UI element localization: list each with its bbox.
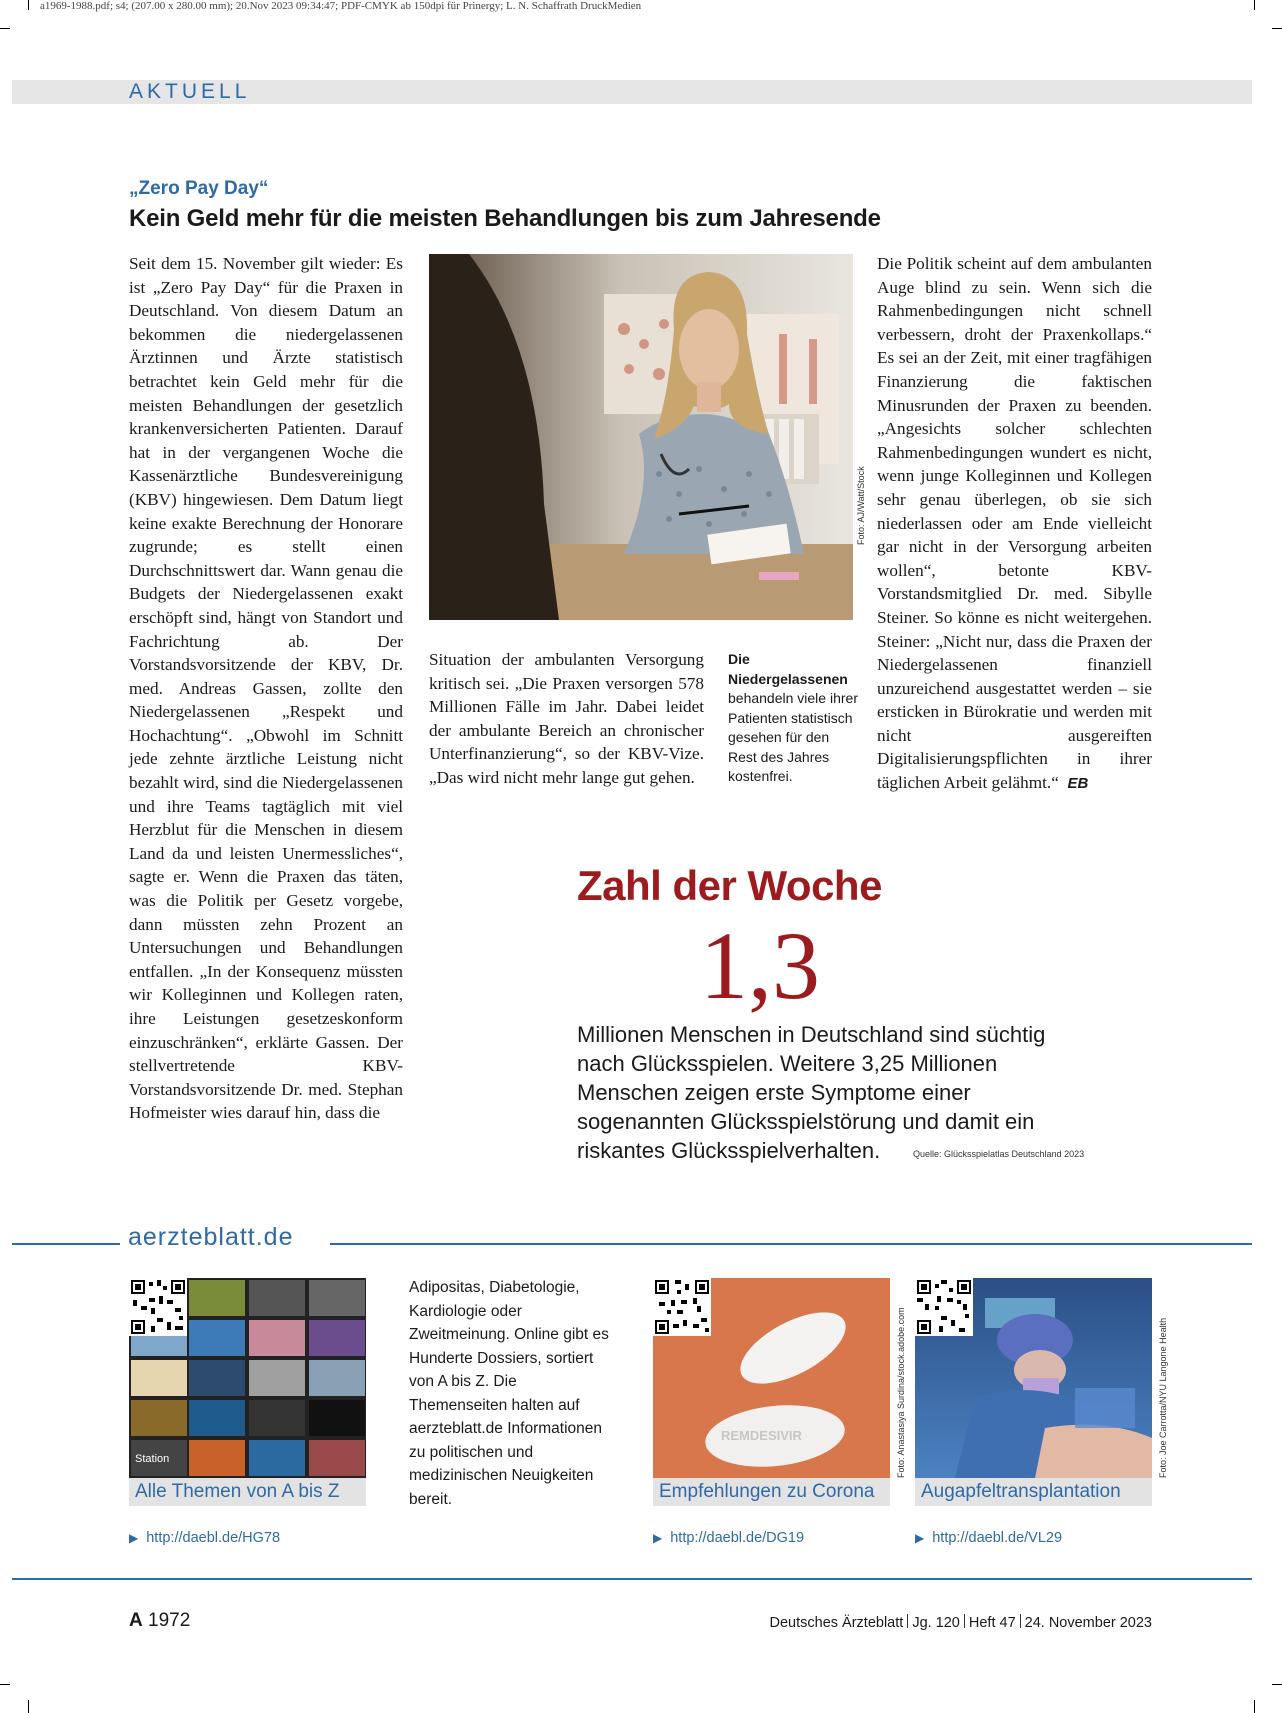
crop-mark-top-left-h — [0, 28, 10, 29]
tile-label-station: Station — [135, 1453, 170, 1465]
article-photo-doctor — [429, 254, 853, 620]
zahl-der-woche-text: Millionen Menschen in Deutschland sind süchtig nach Glücksspielen. Weitere 3,25 Millionen Menschen zeigen erste Symptome einer sogenannten Glücksspielstörung und damit ein riskantes Glücksspielverhalten. — [577, 1022, 1046, 1163]
crop-mark-top-right — [1254, 0, 1255, 10]
caption-text: behandeln viele ihrer Patienten statistisch gesehen für den Rest des Jahres kostenfrei. — [728, 690, 858, 784]
play-arrow-icon: ▶ — [653, 1531, 663, 1545]
doctor-photo-illustration — [429, 254, 853, 620]
photo-caption — [728, 650, 858, 787]
tile-corona-image[interactable] — [653, 1278, 890, 1478]
section-label: AKTUELL — [129, 80, 251, 103]
page-number-value: 1972 — [148, 1610, 191, 1631]
tile-augapfel-image[interactable] — [915, 1278, 1152, 1478]
web-divider-left — [12, 1243, 120, 1245]
column-3-text: Die Politik scheint auf dem ambulanten Auge blind zu sein. Wenn sich die Rahmenbedingungen nicht schnell verbessern, droht der Praxenkollaps.“ Es sei an der Zeit, mit einer tragfähigen Finanzierung die faktischen Minusrunden der Praxen zu beenden. „Angesichts solcher schlechten Rahmenbedingungen wundert es nicht, wenn junge Kolleginnen und Kollegen sehr genau überlegen, ob sie sich niederlassen oder am Ende vielleicht gar nicht in der Versorgung arbeiten wollen“, betonte KBV-Vorstandsmitglied Dr. med. Sibylle Steiner. So könne es nicht weitergehen. Steiner: „Nicht nur, dass die Praxen der Niedergelassenen finanziell unzureichend ausgestattet werden – sie ersticken in Bürokratie und werden mit nicht ausgereiften Digitalisierungspflichten in ihrer täglichen Arbeit gelähmt.“ — [877, 254, 1152, 793]
link-augapfel[interactable] — [915, 1530, 1062, 1546]
article-column-2: Situation der ambulanten Versorgung kritisch sei. „Die Praxen versorgen 578 Millionen Fälle im Jahr. Dabei leidet der ambulante Bereich an chronischer Unterfinanzierung“, so der KBV-Vize. „Das wird nicht mehr lange gut gehen. — [429, 650, 704, 787]
link-corona-url[interactable]: http://daebl.de/DG19 — [670, 1530, 805, 1546]
page-prefix: A — [129, 1610, 143, 1631]
tile-caption-themen[interactable]: Alle Themen von A bis Z — [129, 1478, 366, 1506]
qr-pattern-3 — [915, 1278, 973, 1336]
zahl-der-woche-number: 1,3 — [700, 912, 820, 1019]
print-info: a1969-1988.pdf; s4; (207.00 x 280.00 mm); 20.Nov 2023 09:34:47; PDF-CMYK ab 150dpi für Prinergy; L. N. Schaffrath DruckMedien — [40, 0, 642, 12]
journal-name: Deutsches Ärzteblatt — [769, 1615, 904, 1631]
web-description: Adipositas, Diabetologie, Kardiologie oder Zweitmeinung. Online gibt es Hunderte Dossiers, sortiert von A bis Z. Die Themenseiten halten auf aerzteblatt.de Informationen zu politischen und medizinischen Neuigkeiten bereit. — [409, 1279, 609, 1508]
journal-volume: Jg. 120 — [912, 1615, 960, 1631]
web-section-label: aerzteblatt.de — [128, 1223, 294, 1251]
qr-pattern-1 — [129, 1278, 187, 1336]
tile-credit-augapfel: Foto: Joe Carrotta/NYU Langone Health — [1158, 1317, 1168, 1478]
web-divider-right — [330, 1243, 1252, 1245]
qr-code-icon — [653, 1278, 711, 1336]
pill-imprint: REMDESIVIR — [721, 1428, 802, 1443]
journal-issue: Heft 47 — [968, 1615, 1016, 1631]
caption-bold: Die Niedergelassenen — [728, 651, 848, 687]
zahl-der-woche-source: Quelle: Glücksspielatlas Deutschland 2023 — [913, 1149, 1085, 1159]
journal-info — [660, 1614, 1152, 1631]
qr-pattern-2 — [653, 1278, 711, 1336]
tile-themen-image[interactable] — [129, 1278, 366, 1478]
link-themen-url[interactable]: http://daebl.de/HG78 — [146, 1530, 281, 1546]
photo-credit: Foto: AJ/Watt/Stock — [856, 466, 866, 545]
article-column-1: Seit dem 15. November gilt wieder: Es ist „Zero Pay Day“ für die Praxen in Deutschland. Von diesem Datum an bekommen die niedergelassenen Ärztinnen und Ärzte statistisch betrachtet kein Geld mehr für die meisten Behandlungen der gesetzlich krankenversicherten Patienten. Darauf hat in der vergangenen Woche die Kassenärztliche Bundesvereinigung (KBV) hingewiesen. Dem Datum liegt keine exakte Berechnung der Honorare zugrunde; es stellt einen Durchschnittswert dar. Wann genau die Budgets der Niedergelassenen exakt erschöpft sind, hängt von Standort und Fachrichtung ab. Der Vorstandsvorsitzende der KBV, Dr. med. Andreas Gassen, zollte den Niedergelassenen „Respekt und Hochachtung“. „Obwohl im Schnitt jede zehnte ärztliche Leistung nicht bezahlt wird, sind die Niedergelassenen und ihre Teams tagtäglich mit viel Herzblut für die Menschen in diesem Land da und leisten Unermessliches“, sagte er. Wenn die Praxen das täten, was die Politik per Gesetz vorgebe, dann müssten zehn Prozent an Untersuchungen und Behandlungen entfallen. „In der Konsequenz müssten wir Kolleginnen und Kollegen raten, ihre Leistungen gesetzeskonform einzuschränken“, erklärte Gassen. Der stellvertretende KBV-Vorstandsvorsitzende Dr. med. Stephan Hofmeister wies darauf hin, dass die — [129, 254, 403, 1123]
tile-credit-corona: Foto: Anastasiya Surdina/stock.adobe.com — [896, 1307, 906, 1478]
tile-caption-augapfel[interactable]: Augapfeltransplantation — [915, 1478, 1152, 1506]
page-number — [129, 1610, 190, 1632]
tile-caption-corona[interactable]: Empfehlungen zu Corona — [653, 1478, 890, 1506]
zahl-der-woche-title: Zahl der Woche — [577, 862, 882, 909]
play-arrow-icon: ▶ — [129, 1531, 139, 1545]
link-augapfel-url[interactable]: http://daebl.de/VL29 — [932, 1530, 1063, 1546]
qr-code-icon — [129, 1278, 187, 1336]
crop-mark-bottom-left-h — [0, 1684, 10, 1685]
article-column-3 — [877, 252, 1152, 796]
crop-mark-top-right-h — [1272, 28, 1282, 29]
journal-date: 24. November 2023 — [1024, 1615, 1152, 1631]
footer-divider — [12, 1578, 1252, 1580]
author-signature: EB — [1067, 775, 1089, 793]
article-kicker: „Zero Pay Day“ — [129, 178, 269, 199]
crop-mark-bottom-right-h — [1272, 1684, 1282, 1685]
crop-mark-top-left — [28, 0, 29, 10]
qr-code-icon — [915, 1278, 973, 1336]
link-corona[interactable] — [653, 1530, 804, 1546]
crop-mark-bottom-left — [28, 1700, 29, 1713]
article-headline: Kein Geld mehr für die meisten Behandlungen bis zum Jahresende — [129, 205, 881, 232]
link-themen[interactable] — [129, 1530, 280, 1546]
crop-mark-bottom-right — [1254, 1700, 1255, 1713]
play-arrow-icon: ▶ — [915, 1531, 925, 1545]
